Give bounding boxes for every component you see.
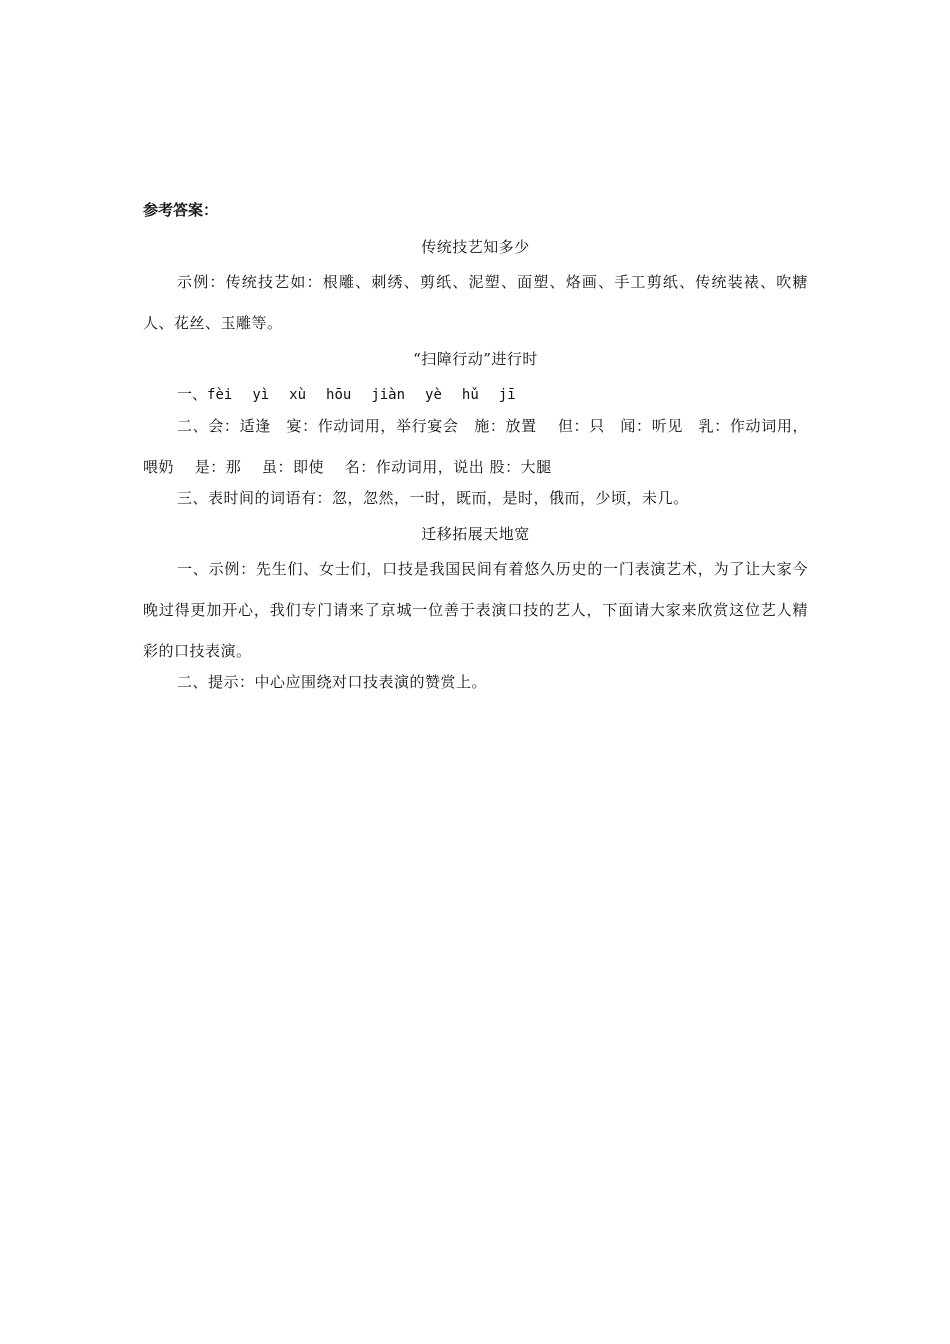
pinyin-item: jiàn <box>371 387 406 403</box>
pinyin-item: yè <box>425 387 442 403</box>
pinyin-item: yì <box>252 387 270 403</box>
paragraph-host-speech: 一、示例：先生们、女士们，口技是我国民间有着悠久历史的一门表演艺术，为了让大家今晚过得更加开心，我们专门请来了京城一位善于表演口技的艺人，下面请大家来欣赏这位艺人精彩的口技表演。 <box>143 560 808 660</box>
answer-heading: 参考答案： <box>143 201 219 219</box>
answer-content <box>143 200 808 701</box>
paragraph-crafts-example: 示例：传统技艺如：根雕、刺绣、剪纸、泥塑、面塑、烙画、手工剪纸、传统装裱、吹糖人、花丝、玉雕等。 <box>143 273 808 332</box>
pinyin-item: fèi <box>207 387 233 403</box>
section-title-clear-obstacles: “扫障行动”进行时 <box>413 350 538 368</box>
pinyin-prefix: 一、 <box>177 385 208 403</box>
section-title-extension: 迁移拓展天地宽 <box>421 525 530 543</box>
paragraph-hint: 二、提示：中心应围绕对口技表演的赞赏上。 <box>177 673 488 691</box>
pinyin-item: xù <box>289 387 307 403</box>
section-title-traditional-crafts: 传统技艺知多少 <box>421 238 530 256</box>
pinyin-item: jī <box>498 387 516 403</box>
paragraph-time-words: 三、表时间的词语有：忽，忽然，一时，既而，是时，俄而，少顷，未几。 <box>177 489 689 507</box>
pinyin-item: hǔ <box>461 387 479 403</box>
pinyin-item: hōu <box>326 387 352 403</box>
paragraph-word-meanings: 二、会：适逢 宴：作动词用，举行宴会 施：放置 但：只 闻：听见 乳：作动词用，喂奶 是：那 虽：即使 名：作动词用，说出 股：大腿 <box>143 417 808 476</box>
